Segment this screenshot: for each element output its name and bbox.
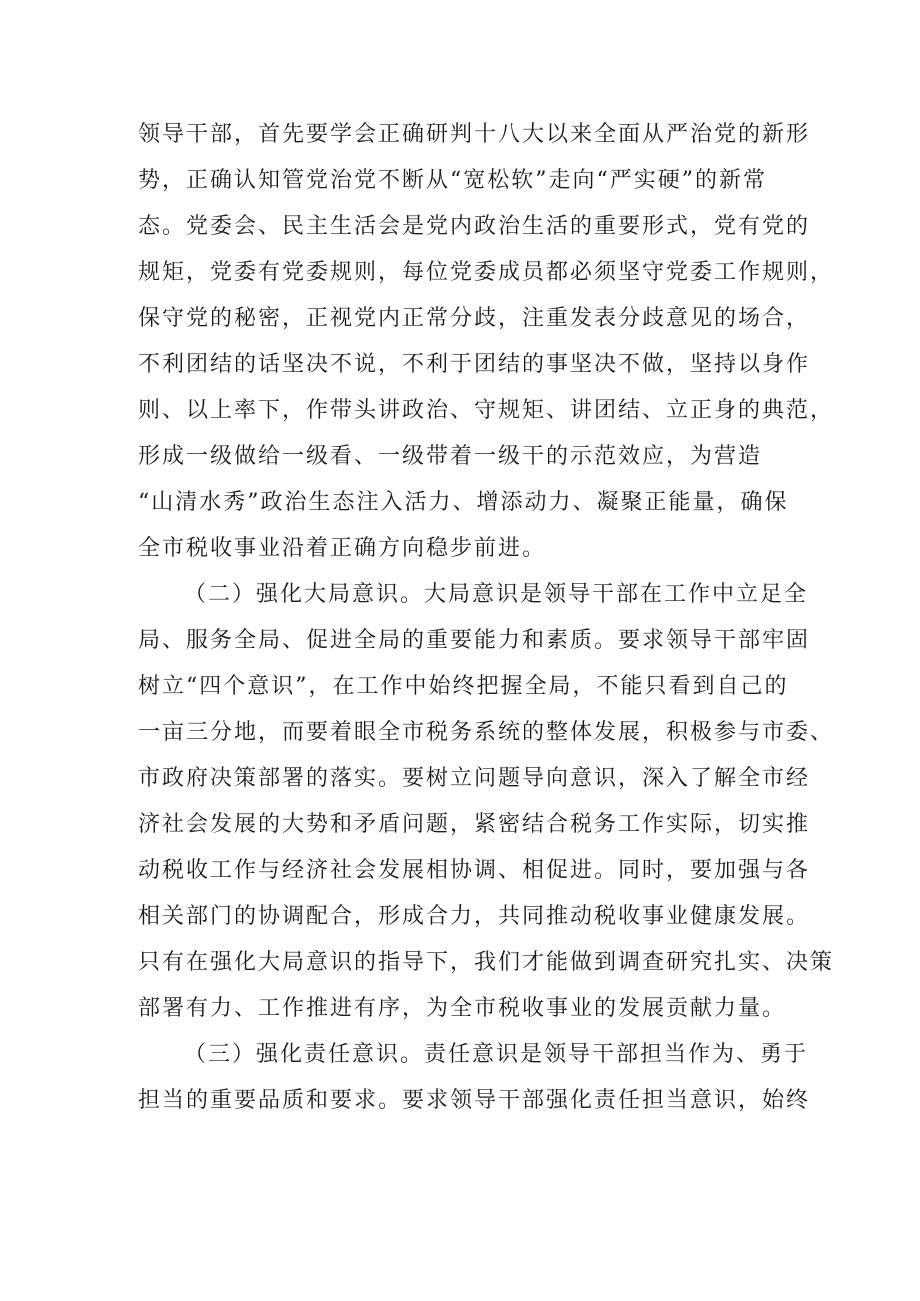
text-line: 相关部门的协调配合，形成合力，共同推动税收事业健康发展。 bbox=[138, 904, 811, 929]
paragraph-heading-3: （三）强化责任意识。责任意识是领导干部担当作为、勇于 bbox=[184, 1042, 809, 1067]
paragraph-heading-2: （二）强化大局意识。大局意识是领导干部在工作中立足全 bbox=[184, 582, 809, 607]
text-line: “山清水秀”政治生态注入活力、增添动力、凝聚正能量，确保 bbox=[138, 490, 789, 515]
text-line: 动税收工作与经济社会发展相协调、相促进。同时，要加强与各 bbox=[138, 858, 811, 883]
text-line: 济社会发展的大势和矛盾问题，紧密结合税务工作实际，切实推 bbox=[138, 812, 811, 837]
text-line: 一亩三分地，而要着眼全市税务系统的整体发展，积极参与市委、 bbox=[138, 720, 835, 745]
text-line: 则、以上率下，作带头讲政治、守规矩、讲团结、立正身的典范， bbox=[138, 398, 835, 423]
text-line: 领导干部，首先要学会正确研判十八大以来全面从严治党的新形 bbox=[138, 122, 811, 147]
text-line: 不利团结的话坚决不说，不利于团结的事坚决不做，坚持以身作 bbox=[138, 352, 811, 377]
text-line: 形成一级做给一级看、一级带着一级干的示范效应，为营造 bbox=[138, 444, 763, 469]
text-line: 市政府决策部署的落实。要树立问题导向意识，深入了解全市经 bbox=[138, 766, 811, 791]
text-line: 局、服务全局、促进全局的重要能力和素质。要求领导干部牢固 bbox=[138, 628, 811, 653]
text-line: 只有在强化大局意识的指导下，我们才能做到调查研究扎实、决策 bbox=[138, 950, 835, 975]
text-line: 态。党委会、民主生活会是党内政治生活的重要形式，党有党的 bbox=[138, 214, 811, 239]
text-line: 势，正确认知管党治党不断从“宽松软”走向“严实硬”的新常 bbox=[138, 168, 767, 193]
text-line: 保守党的秘密，正视党内正常分歧，注重发表分歧意见的场合， bbox=[138, 306, 811, 331]
text-line: 规矩，党委有党委规则，每位党委成员都必须坚守党委工作规则， bbox=[138, 260, 835, 285]
text-line: 担当的重要品质和要求。要求领导干部强化责任担当意识，始终 bbox=[138, 1088, 811, 1113]
text-line: 树立“四个意识”，在工作中始终把握全局，不能只看到自己的 bbox=[138, 674, 789, 699]
text-line: 部署有力、工作推进有序，为全市税收事业的发展贡献力量。 bbox=[138, 996, 787, 1021]
text-line: 全市税收事业沿着正确方向稳步前进。 bbox=[138, 536, 547, 561]
